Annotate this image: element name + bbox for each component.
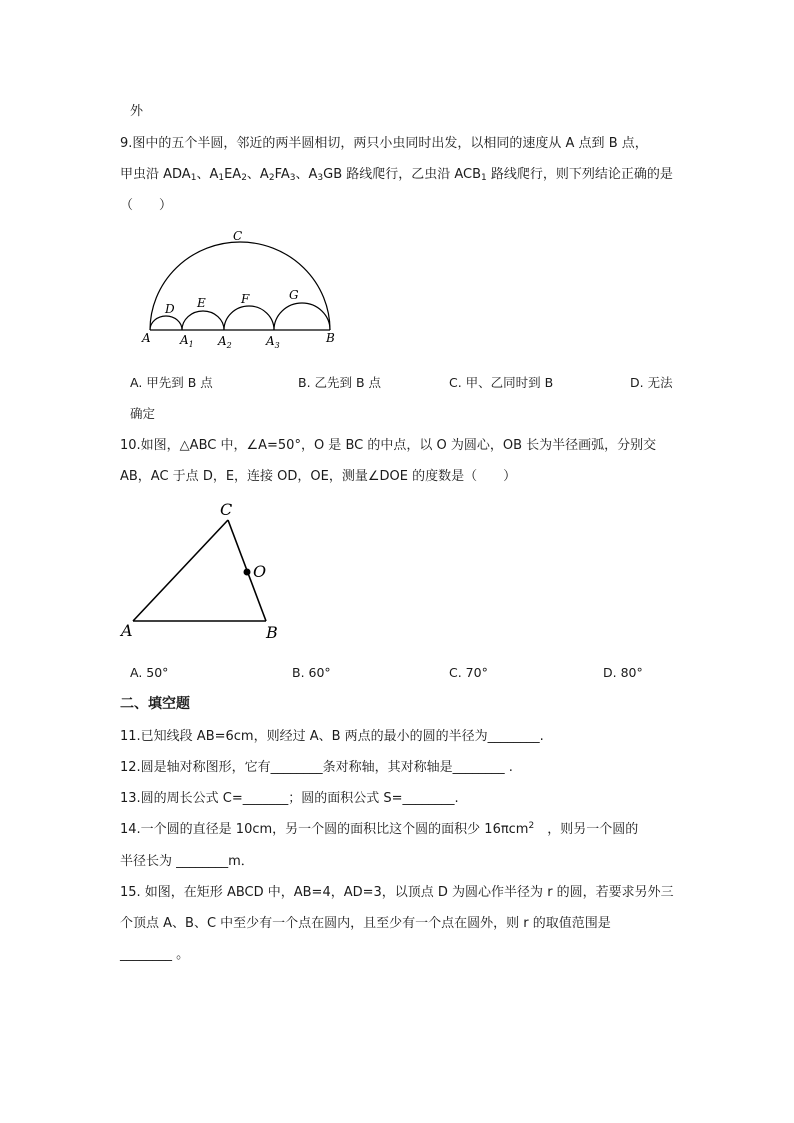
q9-text: 、A <box>246 167 269 182</box>
label-f: F <box>241 292 250 306</box>
q15-line-2: 个顶点 A、B、C 中至少有一个点在圆内，且至少有一个点在圆外，则 r 的取值范围是 <box>120 916 611 931</box>
semicircle-a1ea2 <box>182 311 224 330</box>
q13-line: 13.圆的周长公式 C=_______；圆的面积公式 S=________. <box>120 791 459 806</box>
label-a1-sub: 1 <box>188 340 194 349</box>
q9-subscript: 3 <box>317 173 324 183</box>
side-ac <box>133 520 228 621</box>
label-a: A <box>142 331 151 345</box>
q9-option-b: B. 乙先到 B 点 <box>298 375 382 390</box>
q11-line: 11.已知线段 AB=6cm，则经过 A、B 两点的最小的圆的半径为________. <box>120 729 544 744</box>
q9-text: GB 路线爬行，乙虫沿 ACB <box>323 167 482 182</box>
q10-option-b: B. 60° <box>292 665 331 680</box>
q14-text: 14.一个圆的直径是 10cm，另一个圆的面积比这个圆的面积少 16πcm <box>120 822 529 837</box>
q10-line-2: AB，AC 于点 D，E，连接 OD，OE，测量∠DOE 的度数是（ ） <box>120 469 517 484</box>
q9-option-c: C. 甲、乙同时到 B <box>449 375 554 390</box>
q9-answer-bracket: （ ） <box>120 198 173 213</box>
q9-line-2 <box>120 166 673 184</box>
q12-line: 12.圆是轴对称图形，它有________条对称轴，其对称轴是________ . <box>120 760 513 775</box>
q9-text: 、A <box>295 167 318 182</box>
label-a2 <box>217 334 232 350</box>
midpoint-o-dot <box>244 569 251 576</box>
label-o: O <box>253 562 267 581</box>
q14-text: ，则另一个圆的 <box>534 822 639 837</box>
q9-line-1: 9.图中的五个半圆，邻近的两半圆相切，两只小虫同时出发，以相同的速度从 A 点到 B 点， <box>120 136 648 151</box>
label-a1 <box>179 333 194 349</box>
label-g: G <box>289 288 299 302</box>
q9-semicircles-figure <box>140 225 350 350</box>
label-a3-sub: 3 <box>274 341 280 350</box>
label-c: C <box>220 500 233 519</box>
q9-text: 甲虫沿 ADA <box>120 167 191 182</box>
label-e: E <box>197 296 206 310</box>
semicircle-ada1 <box>150 316 182 330</box>
q10-option-c: C. 70° <box>449 665 488 680</box>
semicircle-a2fa3 <box>224 306 274 330</box>
q10-line-1: 10.如图，△ABC 中，∠A=50°，O 是 BC 的中点，以 O 为圆心，OB 长为半径画弧，分别交 <box>120 438 657 453</box>
q9-subscript: 2 <box>241 173 247 183</box>
q14-superscript: 2 <box>528 821 535 831</box>
label-a3 <box>265 334 280 350</box>
q10-option-d: D. 80° <box>603 665 643 680</box>
q9-text: FA <box>274 167 290 182</box>
label-a2-letter: A <box>218 334 227 348</box>
label-a3-letter: A <box>266 334 275 348</box>
label-a: A <box>121 621 133 640</box>
label-c: C <box>233 229 243 243</box>
q10-triangle-figure <box>118 497 288 645</box>
label-a2-sub: 2 <box>226 341 232 350</box>
label-b: B <box>266 623 278 642</box>
q9-text: 、A <box>196 167 219 182</box>
label-d: D <box>165 302 175 316</box>
semicircle-big-acb <box>150 242 330 330</box>
label-a1-letter: A <box>180 333 189 347</box>
q14-line-2: 半径长为 ________m． <box>120 854 254 869</box>
q9-option-d-continued: 确定 <box>130 406 156 421</box>
q10-option-a: A. 50° <box>130 665 169 680</box>
q15-line-3: ________ 。 <box>120 947 190 962</box>
semicircle-a3gb <box>274 303 330 330</box>
q9-text: 路线爬行，则下列结论正确的是 <box>486 167 673 182</box>
q9-subscript: 3 <box>289 173 296 183</box>
label-b: B <box>326 331 335 345</box>
q14-line-1 <box>120 821 638 839</box>
prev-question-tail: 外 <box>130 104 144 119</box>
q9-option-a: A. 甲先到 B 点 <box>130 375 213 390</box>
q9-subscript: 1 <box>218 173 225 183</box>
q15-line-1: 15. 如图，在矩形 ABCD 中，AB=4，AD=3，以顶点 D 为圆心作半径为 r 的圆，若要求另外三 <box>120 885 674 900</box>
q9-subscript: 1 <box>190 173 197 183</box>
q9-subscript: 2 <box>268 173 275 183</box>
q9-text: EA <box>224 167 242 182</box>
q9-option-d: D. 无法 <box>630 375 673 390</box>
section-title: 二、填空题 <box>120 696 190 712</box>
q9-subscript: 1 <box>481 173 487 183</box>
